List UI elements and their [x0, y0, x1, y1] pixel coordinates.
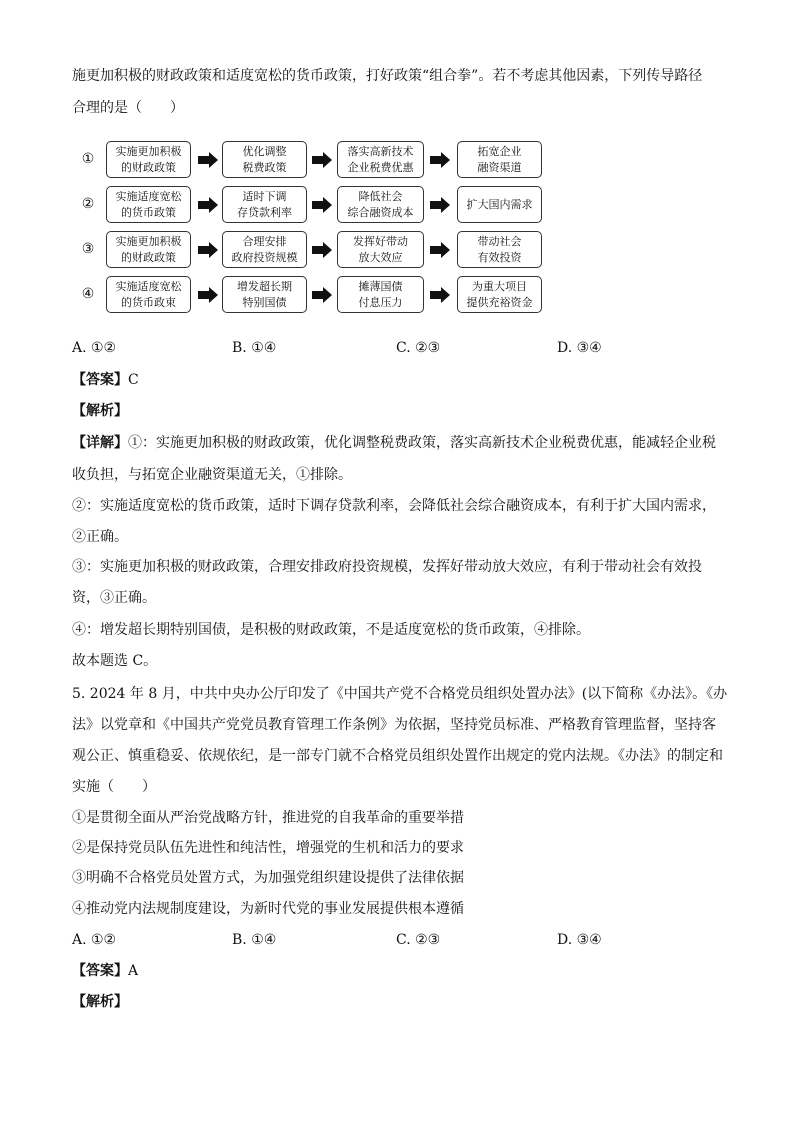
- q5-answer-line: [72, 961, 138, 981]
- right-arrow-icon: [198, 242, 218, 258]
- flow-box: 摊薄国债 付息压力: [337, 276, 424, 313]
- flow-box: 适时下调 存贷款利率: [222, 186, 307, 223]
- question-stem-line2: 合理的是（ ）: [72, 100, 184, 116]
- right-arrow-icon: [312, 197, 332, 213]
- flow-box: 降低社会 综合融资成本: [337, 186, 424, 223]
- q5-option-d: D. ③④: [557, 932, 602, 948]
- detail-line-2: 收负担，与拓宽企业融资渠道无关，①排除。: [72, 467, 352, 483]
- analysis-label: 【解析】: [72, 403, 128, 419]
- flow-box: 合理安排 政府投资规模: [222, 231, 307, 268]
- conclusion-line: 故本题选 C。: [72, 653, 158, 669]
- right-arrow-icon: [430, 197, 450, 213]
- right-arrow-icon: [312, 152, 332, 168]
- q5-stem-line1: 5. 2024 年 8 月，中共中央办公厅印发了《中国共产党不合格党员组织处置办法》(以下简称《办法》。《办: [72, 686, 728, 702]
- analysis-line: [72, 401, 128, 421]
- right-arrow-icon: [430, 287, 450, 303]
- right-arrow-icon: [198, 152, 218, 168]
- q5-statement-2: ②是保持党员队伍先进性和纯洁性，增强党的生机和活力的要求: [72, 840, 464, 856]
- q5-statement-4: ④推动党内法规制度建设，为新时代党的事业发展提供根本遵循: [72, 901, 464, 917]
- detail-line-6: 资，③正确。: [72, 590, 156, 606]
- q5-analysis-line: [72, 992, 128, 1012]
- flow-box: 实施更加积极 的财政政策: [106, 231, 191, 268]
- q5-stem-line3: 观公正、慎重稳妥、依规依纪，是一部专门就不合格党员组织处置作出规定的党内法规。《办法》的制定和: [72, 748, 723, 764]
- row-number: ②: [81, 196, 95, 212]
- answer-value: C: [128, 372, 139, 388]
- row-number: ④: [81, 286, 95, 302]
- q5-stem-line2: 法》以党章和《中国共产党党员教育管理工作条例》为依据，坚持党员标准、严格教育管理监督，坚持客: [72, 717, 716, 733]
- detail-line-3: ②：实施适度宽松的货币政策，适时下调存贷款利率，会降低社会综合融资成本，有利于扩大国内需求，: [72, 498, 716, 514]
- flow-box: 扩大国内需求: [457, 186, 542, 223]
- right-arrow-icon: [312, 287, 332, 303]
- question-stem-line1: 施更加积极的财政政策和适度宽松的货币政策，打好政策“组合拳”。若不考虑其他因素，下列传导路径: [72, 68, 703, 84]
- flow-box: 实施更加积极 的财政政策: [106, 141, 191, 178]
- detail-line-1: 【详解】①：实施更加积极的财政政策，优化调整税费政策，落实高新技术企业税费优惠，能减轻企业税: [72, 435, 716, 451]
- option-b: B. ①④: [232, 340, 277, 356]
- q5-statement-3: ③明确不合格党员处置方式，为加强党组织建设提供了法律依据: [72, 870, 464, 886]
- right-arrow-icon: [198, 197, 218, 213]
- flow-box: 优化调整 税费政策: [222, 141, 307, 178]
- right-arrow-icon: [430, 242, 450, 258]
- q5-option-b: B. ①④: [232, 932, 277, 948]
- option-d: D. ③④: [557, 340, 602, 356]
- detail-line-7: ④：增发超长期特别国债，是积极的财政政策，不是适度宽松的货币政策，④排除。: [72, 622, 590, 638]
- answer-line: [72, 370, 139, 390]
- flow-box: 发挥好带动 放大效应: [337, 231, 424, 268]
- detail-label: 【详解】: [72, 435, 128, 451]
- option-a: A. ①②: [72, 340, 117, 356]
- right-arrow-icon: [430, 152, 450, 168]
- flow-box: 实施适度宽松 的货币政束: [106, 276, 191, 313]
- q5-answer-value: A: [128, 963, 139, 979]
- q5-option-a: A. ①②: [72, 932, 117, 948]
- right-arrow-icon: [198, 287, 218, 303]
- flow-box: 落实高新技术 企业税费优惠: [337, 141, 424, 178]
- detail-line-4: ②正确。: [72, 529, 128, 545]
- flow-box: 为重大项目 提供充裕资金: [457, 276, 542, 313]
- q5-option-c: C. ②③: [396, 932, 441, 948]
- flow-box: 增发超长期 特别国债: [222, 276, 307, 313]
- row-number: ①: [81, 151, 95, 167]
- answer-label: 【答案】: [72, 372, 128, 388]
- row-number: ③: [81, 241, 95, 257]
- right-arrow-icon: [312, 242, 332, 258]
- flow-box: 拓宽企业 融资渠道: [457, 141, 542, 178]
- flow-box: 带动社会 有效投资: [457, 231, 542, 268]
- flow-box: 实施适度宽松 的货币政策: [106, 186, 191, 223]
- q5-stem-line4: 实施（ ）: [72, 779, 156, 795]
- option-c: C. ②③: [396, 340, 441, 356]
- q5-answer-label: 【答案】: [72, 963, 128, 979]
- q5-analysis-label: 【解析】: [72, 994, 128, 1010]
- detail-line-5: ③：实施更加积极的财政政策，合理安排政府投资规模，发挥好带动放大效应，有利于带动社会有效投: [72, 559, 702, 575]
- q5-statement-1: ①是贯彻全面从严治党战略方针，推进党的自我革命的重要举措: [72, 810, 464, 826]
